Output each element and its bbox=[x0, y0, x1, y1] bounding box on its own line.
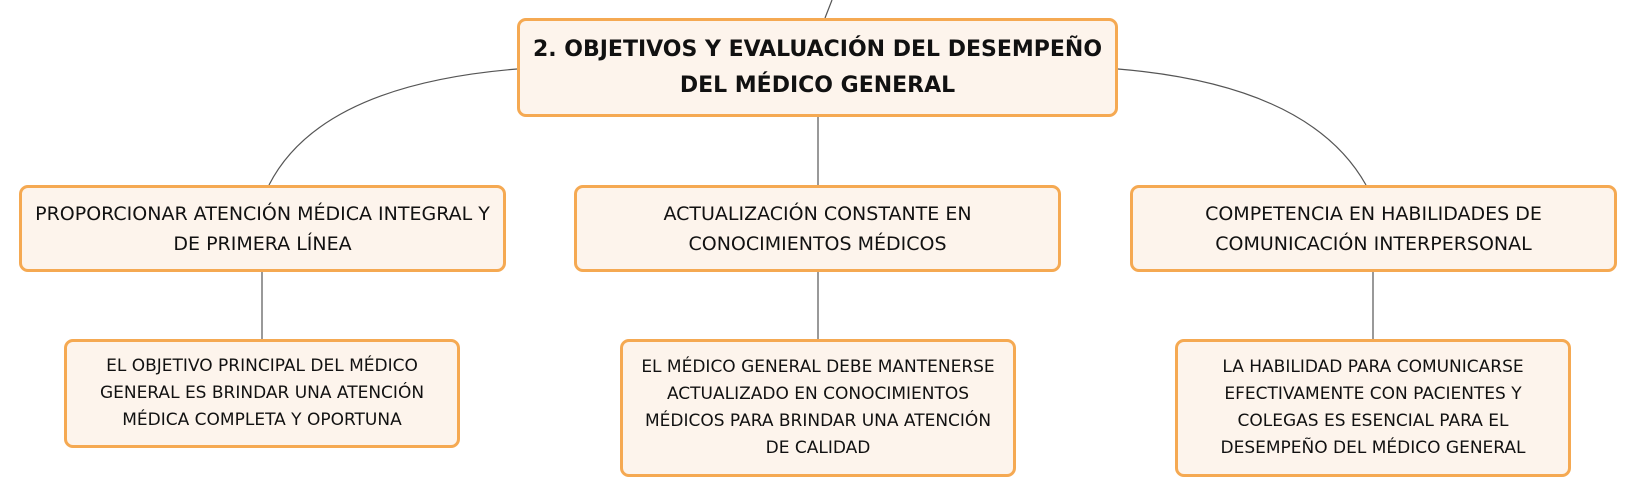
topic-node-label: PROPORCIONAR ATENCIÓN MÉDICA INTEGRAL Y DE PRIMERA LÍNEA bbox=[35, 202, 490, 255]
detail-node-knowledge-update[interactable] bbox=[620, 339, 1016, 477]
topic-node-label: COMPETENCIA EN HABILIDADES DE COMUNICACIÓN INTERPERSONAL bbox=[1205, 202, 1542, 255]
detail-node-text: LA HABILIDAD PARA COMUNICARSE EFECTIVAMENTE CON PACIENTES Y COLEGAS ES ESENCIAL PARA EL DESEMPEÑO DEL MÉDICO GENERAL bbox=[1220, 357, 1526, 458]
connector-root-to-topic-3 bbox=[1118, 69, 1366, 185]
detail-node-integral-care[interactable] bbox=[64, 339, 460, 448]
detail-node-communication[interactable] bbox=[1175, 339, 1571, 477]
connector-root-to-topic-1 bbox=[269, 69, 517, 185]
connector-parent-to-root bbox=[825, 0, 832, 18]
root-node[interactable] bbox=[517, 18, 1118, 117]
detail-node-text: EL OBJETIVO PRINCIPAL DEL MÉDICO GENERAL ES BRINDAR UNA ATENCIÓN MÉDICA COMPLETA Y OPORTUNA bbox=[99, 356, 425, 430]
topic-node-communication[interactable] bbox=[1130, 185, 1617, 272]
detail-node-text: EL MÉDICO GENERAL DEBE MANTENERSE ACTUALIZADO EN CONOCIMIENTOS MÉDICOS PARA BRINDAR UNA ATENCIÓN DE CALIDAD bbox=[641, 357, 995, 458]
topic-node-knowledge-update[interactable] bbox=[574, 185, 1061, 272]
root-node-title: 2. OBJETIVOS Y EVALUACIÓN DEL DESEMPEÑO DEL MÉDICO GENERAL bbox=[532, 36, 1103, 98]
topic-node-integral-care[interactable] bbox=[19, 185, 506, 272]
topic-node-label: ACTUALIZACIÓN CONSTANTE EN CONOCIMIENTOS MÉDICOS bbox=[663, 202, 972, 255]
